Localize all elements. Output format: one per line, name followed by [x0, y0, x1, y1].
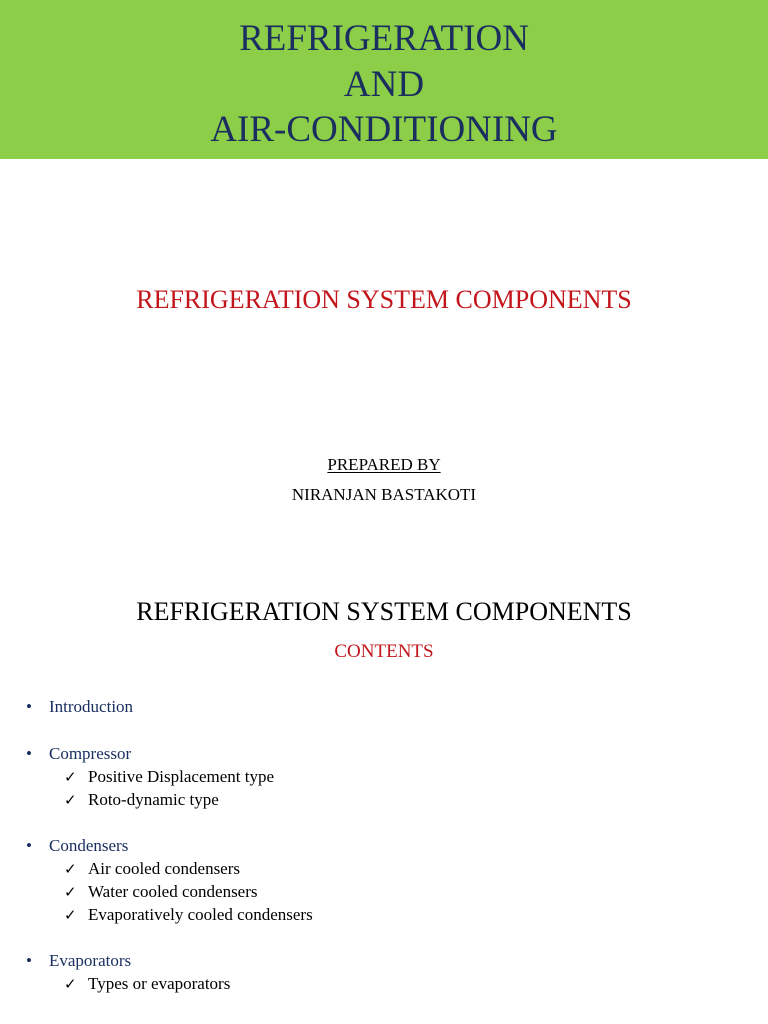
toc-subitem-label: Air cooled condensers	[88, 859, 241, 878]
toc-subitem-label: Types or evaporators	[88, 974, 231, 993]
toc-item-label: Compressor	[49, 744, 132, 763]
contents-heading: REFRIGERATION SYSTEM COMPONENTS	[136, 597, 632, 626]
title-line-and: AND	[343, 64, 425, 105]
prepared-by-text: PREPARED BY	[327, 455, 441, 474]
toc-item-introduction	[26, 696, 133, 718]
toc-item-label: Condensers	[49, 836, 129, 855]
toc-item-label: Evaporators	[49, 951, 132, 970]
author-name: NIRANJAN BASTAKOTI	[291, 485, 477, 504]
checkmark-icon: ✓	[64, 883, 77, 901]
toc-subitem-label: Water cooled condensers	[88, 882, 258, 901]
checkmark-icon: ✓	[64, 768, 77, 786]
title-line-air-conditioning: AIR-CONDITIONING	[210, 109, 558, 150]
toc-subitem-evaporatively-cooled	[64, 904, 313, 926]
toc-subitem-label: Evaporatively cooled condensers	[88, 905, 313, 924]
toc-subitem-roto-dynamic	[64, 789, 219, 811]
toc-item-label: Introduction	[49, 697, 134, 716]
checkmark-icon: ✓	[64, 975, 77, 993]
bullet-icon: •	[26, 951, 32, 970]
title-banner	[0, 0, 768, 159]
toc-subitem-types-evaporators	[64, 973, 230, 995]
toc-subitem-water-cooled	[64, 881, 258, 903]
slide-subtitle: REFRIGERATION SYSTEM COMPONENTS	[136, 285, 632, 314]
title-line-refrigeration: REFRIGERATION	[239, 18, 529, 59]
bullet-icon: •	[26, 836, 32, 855]
prepared-by-label	[0, 454, 768, 476]
toc-subitem-label: Roto-dynamic type	[88, 790, 219, 809]
toc-item-compressor	[26, 743, 131, 765]
checkmark-icon: ✓	[64, 860, 77, 878]
bullet-icon: •	[26, 697, 32, 716]
checkmark-icon: ✓	[64, 791, 77, 809]
contents-label: CONTENTS	[334, 641, 434, 662]
toc-subitem-label: Positive Displacement type	[88, 767, 275, 786]
toc-item-condensers	[26, 835, 128, 857]
bullet-icon: •	[26, 744, 32, 763]
checkmark-icon: ✓	[64, 906, 77, 924]
toc-subitem-positive-displacement	[64, 766, 274, 788]
toc-item-evaporators	[26, 950, 131, 972]
toc-subitem-air-cooled	[64, 858, 240, 880]
